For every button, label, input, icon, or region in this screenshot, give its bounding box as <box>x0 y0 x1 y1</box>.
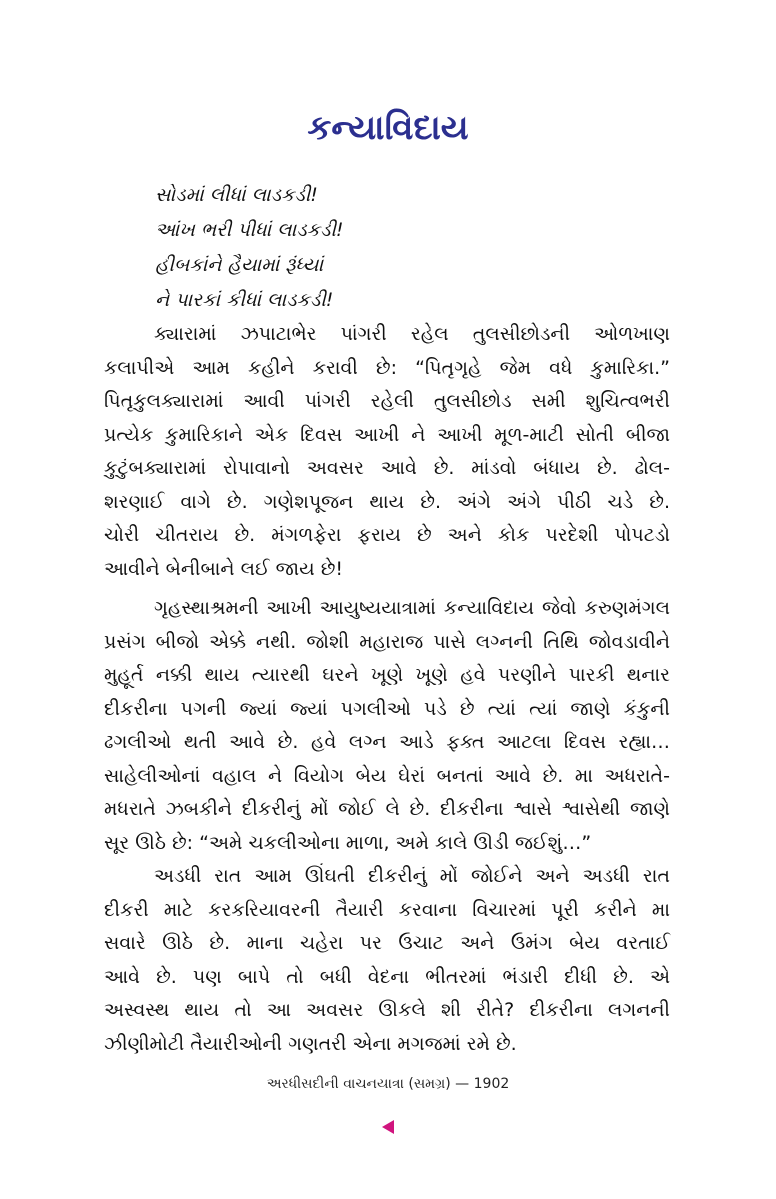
text-line: દીકરીના પગની જ્યાં જ્યાં પગલીઓ પડે છે ત્યાં ત્યાં જાણે કંકુની <box>104 697 670 720</box>
text-line: ક્યારામાં ઝપાટાભેર પાંગરી રહેલ તુલસીછોડની ઓળખાણ <box>154 323 670 345</box>
poem-line: ને પારકાં કીધાં લાડકડી! <box>155 289 334 311</box>
text-line: ગૃહસ્થાશ્રમની આખી આયુષ્યયાત્રામાં કન્યાવિદાય જેવો કરુણમંગલ <box>154 597 670 619</box>
text-line: ચોરી ચીતરાય છે. મંગળફેરા ફરાય છે અને કોક પરદેશી પોપટડો <box>104 524 670 546</box>
text-line: પ્રસંગ બીજો એક્કે નથી. જોશી મહારાજ પાસે લગ્નની તિથિ જોવડાવીને <box>104 630 670 653</box>
paragraph-3 <box>104 860 670 1061</box>
text-line: સાહેલીઓનાં વહાલ ને વિયોગ બેય ઘેરાં બનતાં આવે છે. મા અધરાતે- <box>104 764 670 787</box>
paragraph-1 <box>104 318 670 586</box>
text-line: પ્રત્યેક કુમારિકાને એક દિવસ આખી ને આખી મૂળ-માટી સોતી બીજા <box>104 423 670 446</box>
text-line: મુહૂર્ત નક્કી થાય ત્યારથી ઘરને ખૂણે ખૂણે હવે પરણીને પારકી થનાર <box>104 664 670 686</box>
text-line: શરણાઈ વાગે છે. ગણેશપૂજન થાય છે. અંગે અંગે પીઠી ચડે છે. <box>104 490 670 513</box>
text-line: સવારે ઊઠે છે. માના ચહેરા પર ઉચાટ અને ઉમંગ બેય વરતાઈ <box>104 932 670 954</box>
text-line: ઝીણીમોટી તૈયારીઓની ગણતરી એના મગજમાં રમે છે. <box>104 1032 517 1055</box>
text-line: મધરાતે ઝબકીને દીકરીનું મોં જોઈ લે છે. દીકરીના શ્વાસે શ્વાસેથી જાણે <box>104 798 670 820</box>
text-line: કલાપીએ આમ કહીને કરાવી છે: “પિતૃગૃહે જેમ વધે કુમારિકા.” <box>104 356 670 379</box>
page-footer: અરધીસદીની વાચનયાત્રા (સમગ્ર) — 1902 <box>266 1076 510 1092</box>
text-line: અડધી રાત આમ ઊંઘતી દીકરીનું મોં જોઈને અને અડધી રાત <box>154 865 670 887</box>
text-line: ઢગલીઓ થતી આવે છે. હવે લગ્ન આડે ફક્ત આટલા દિવસ રહ્યા… <box>104 731 670 753</box>
page-title: કન્યાવિદાય <box>307 108 469 148</box>
paragraph-2 <box>104 592 670 860</box>
poem-line: સોડમાં લીધાં લાડકડી! <box>155 184 318 206</box>
text-line: આવીને બેનીબાને લઈ જાય છે! <box>104 557 344 580</box>
text-line: કુટુંબક્યારામાં રોપાવાનો અવસર આવે છે. માંડવો બંધાય છે. ઢોલ- <box>104 457 670 479</box>
poem-block <box>155 178 344 318</box>
left-arrow-icon[interactable] <box>382 1120 394 1134</box>
text-line: અસ્વસ્થ થાય તો આ અવસર ઊકલે શી રીતે? દીકરીના લગનની <box>104 999 670 1021</box>
poem-line: હીબકાંને હૈયામાં રૂંધ્યાં <box>155 254 324 276</box>
text-line: પિતૃકુલક્યારામાં આવી પાંગરી રહેલી તુલસીછોડ સમી શુચિત્વભરી <box>104 390 670 412</box>
poem-line: આંખ ભરી પીધાં લાડકડી! <box>155 219 344 241</box>
text-line: સૂર ઊઠે છે: “અમે ચકલીઓના માળા, અમે કાલે ઊડી જઈશું…” <box>104 831 592 854</box>
text-line: દીકરી માટે કરકરિયાવરની તૈયારી કરવાના વિચારમાં પૂરી કરીને મા <box>104 898 670 921</box>
text-line: આવે છે. પણ બાપે તો બધી વેદના ભીતરમાં ભંડારી દીધી છે. એ <box>104 965 670 988</box>
